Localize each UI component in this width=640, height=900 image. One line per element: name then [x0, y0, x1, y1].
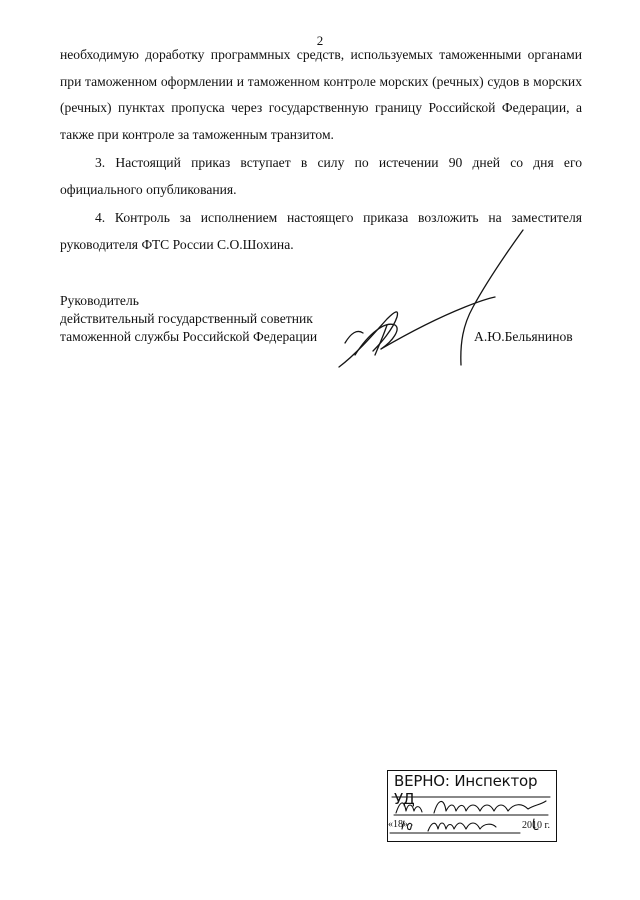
signer-title-line2: действительный государственный советник: [60, 311, 313, 326]
certification-stamp: [387, 770, 557, 842]
stamp-heading: ВЕРНО: Инспектор УД: [394, 772, 538, 808]
paragraph-continuation: необходимую доработку программных средств, используемых таможенными органами при таможенном оформлении и таможенном контроле морских (речных) судов в морских (речных) пунктах пропуска через государственную границу Российской Федерации, а также при контроле за таможенным транзитом.: [60, 47, 582, 142]
handwritten-signature: [335, 225, 535, 375]
paragraph-effective-date: 3. Настоящий приказ вступает в силу по истечении 90 дней со дня его официального опубликования.: [60, 155, 582, 197]
signer-name: А.Ю.Бельянинов: [474, 329, 573, 344]
paragraph-control: 4. Контроль за исполнением настоящего приказа возложить на заместителя руководителя ФТС России С.О.Шохина.: [60, 210, 582, 252]
signer-title-line1: Руководитель: [60, 293, 139, 308]
page-number: 2: [316, 33, 324, 48]
stamp-year: 2010 г.: [522, 820, 550, 831]
stamp-day: «18»: [388, 819, 408, 830]
signer-title-line3: таможенной службы Российской Федерации: [60, 329, 318, 344]
stamp-handwriting: [388, 771, 556, 841]
signer-title-block: [60, 292, 317, 346]
